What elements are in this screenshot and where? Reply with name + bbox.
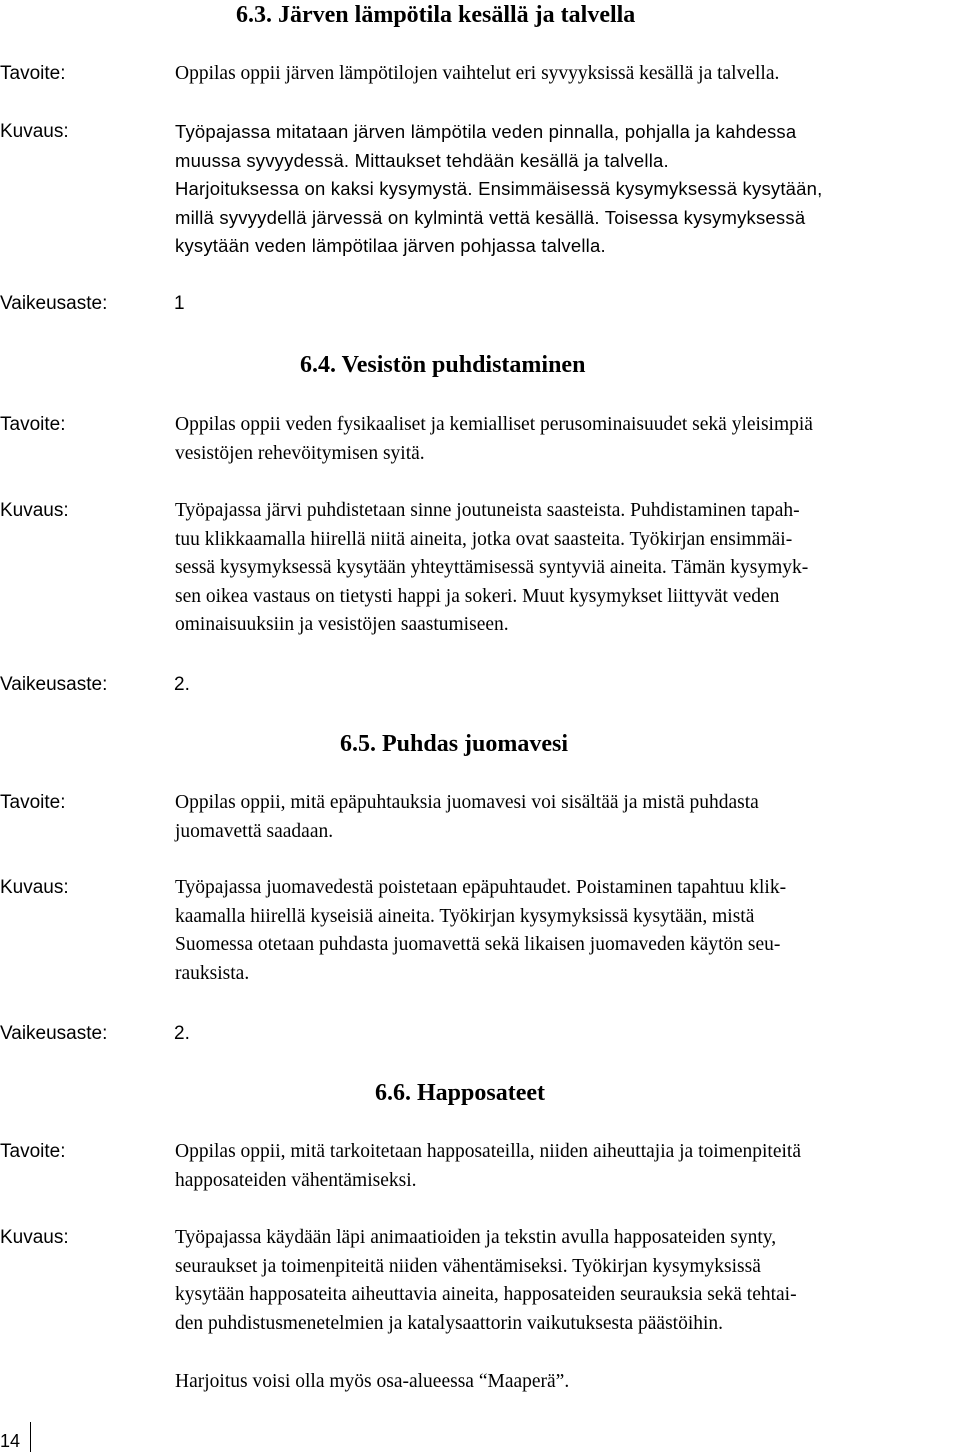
text-line: Työpajassa mitataan järven lämpötila veden pinnalla, pohjalla ja kahdessa — [175, 121, 797, 142]
text-line: sen oikea vastaus on tietysti happi ja sokeri. Muut kysymykset liittyvät veden — [175, 585, 780, 607]
section-heading-6-4: 6.4. Vesistön puhdistaminen — [300, 352, 586, 378]
goal-label: Tavoite: — [0, 1141, 66, 1162]
description-text — [175, 1224, 958, 1338]
text-line: vesistöjen rehevöitymisen syitä. — [175, 442, 425, 464]
text-line: Suomessa otetaan puhdasta juomavettä sekä likaisen juomaveden käytön seu- — [175, 934, 781, 955]
description-text — [175, 118, 958, 261]
goal-label: Tavoite: — [0, 414, 66, 435]
page-number: 14 — [0, 1431, 21, 1451]
text-line: Oppilas oppii, mitä epäpuhtauksia juomavesi voi sisältää ja mistä puhdasta — [175, 792, 759, 813]
section-heading-6-6: 6.6. Happosateet — [375, 1080, 545, 1106]
text-line: Oppilas oppii veden fysikaaliset ja kemialliset perusominaisuudet sekä yleisimpiä — [175, 414, 813, 435]
text-line: tuu klikkaamalla hiirellä niitä aineita, jotka ovat saasteita. Työkirjan ensimmäi- — [175, 528, 793, 550]
goal-label: Tavoite: — [0, 792, 66, 813]
text-line: Työpajassa juomavedestä poistetaan epäpuhtaudet. Poistaminen tapahtuu klik- — [175, 877, 787, 898]
text-line: kaamalla hiirellä kyseisiä aineita. Työkirjan kysymyksissä kysytään, mistä — [175, 905, 755, 927]
text-line: Oppilas oppii järven lämpötilojen vaihtelut eri syvyyksissä kesällä ja talvella. — [175, 63, 780, 84]
difficulty-row — [0, 290, 185, 318]
description-text — [175, 497, 958, 640]
text-line: muussa syvyydessä. Mittaukset tehdään kesällä ja talvella. — [175, 149, 669, 171]
difficulty-row — [0, 1020, 190, 1048]
difficulty-row — [0, 671, 190, 699]
text-line: seuraukset ja toimenpiteitä niiden vähentämiseksi. Työkirjan kysymyksissä — [175, 1255, 761, 1277]
description-label: Kuvaus: — [0, 877, 69, 898]
difficulty-value: 2. — [174, 1023, 190, 1044]
goal-text — [175, 789, 958, 846]
margin-rule — [30, 1422, 31, 1452]
text-line: den puhdistusmenetelmien ja katalysaattorin vaikutuksesta päästöihin. — [175, 1312, 724, 1334]
section-heading-6-3: 6.3. Järven lämpötila kesällä ja talvella — [236, 2, 636, 28]
description-label: Kuvaus: — [0, 121, 69, 142]
text-line: Harjoituksessa on kaksi kysymystä. Ensimmäisessä kysymyksessä kysytään, — [175, 178, 823, 199]
section-heading-6-5: 6.5. Puhdas juomavesi — [340, 731, 569, 757]
text-line: kysytään veden lämpötilaa järven pohjassa talvella. — [175, 235, 606, 256]
text-line: happosateiden vähentämiseksi. — [175, 1169, 417, 1191]
description-label: Kuvaus: — [0, 1227, 69, 1248]
text-line: ominaisuuksiin ja vesistöjen saastumiseen. — [175, 614, 509, 635]
note-text — [175, 1368, 958, 1397]
goal-text — [175, 1138, 958, 1195]
text-line: kysytään happosateita aiheuttavia aineita, happosateiden seurauksia sekä tehtai- — [175, 1284, 797, 1305]
difficulty-value: 2. — [174, 674, 190, 695]
text-line: rauksista. — [175, 962, 250, 984]
difficulty-label: Vaikeusaste: — [0, 293, 108, 314]
text-line: Työpajassa järvi puhdistetaan sinne joutuneista saasteista. Puhdistaminen tapah- — [175, 500, 800, 521]
goal-label: Tavoite: — [0, 63, 66, 84]
text-line: Oppilas oppii, mitä tarkoitetaan happosateilla, niiden aiheuttajia ja toimenpiteitä — [175, 1141, 801, 1162]
text-line: millä syvyydellä järvessä on kylmintä vettä kesällä. Toisessa kysymyksessä — [175, 206, 806, 228]
text-line: Työpajassa käydään läpi animaatioiden ja tekstin avulla happosateiden synty, — [175, 1227, 777, 1248]
difficulty-label: Vaikeusaste: — [0, 1023, 108, 1044]
description-text — [175, 874, 958, 988]
difficulty-value: 1 — [174, 293, 185, 314]
description-label: Kuvaus: — [0, 500, 69, 521]
text-line: sessä kysymyksessä kysytään yhteyttämisessä syntyviä aineita. Tämän kysymyk- — [175, 557, 809, 578]
text-line: Harjoitus voisi olla myös osa-alueessa “Maaperä”. — [175, 1371, 570, 1392]
text-line: juomavettä saadaan. — [175, 820, 334, 842]
goal-text — [175, 60, 958, 89]
difficulty-label: Vaikeusaste: — [0, 674, 108, 695]
goal-text — [175, 411, 958, 468]
